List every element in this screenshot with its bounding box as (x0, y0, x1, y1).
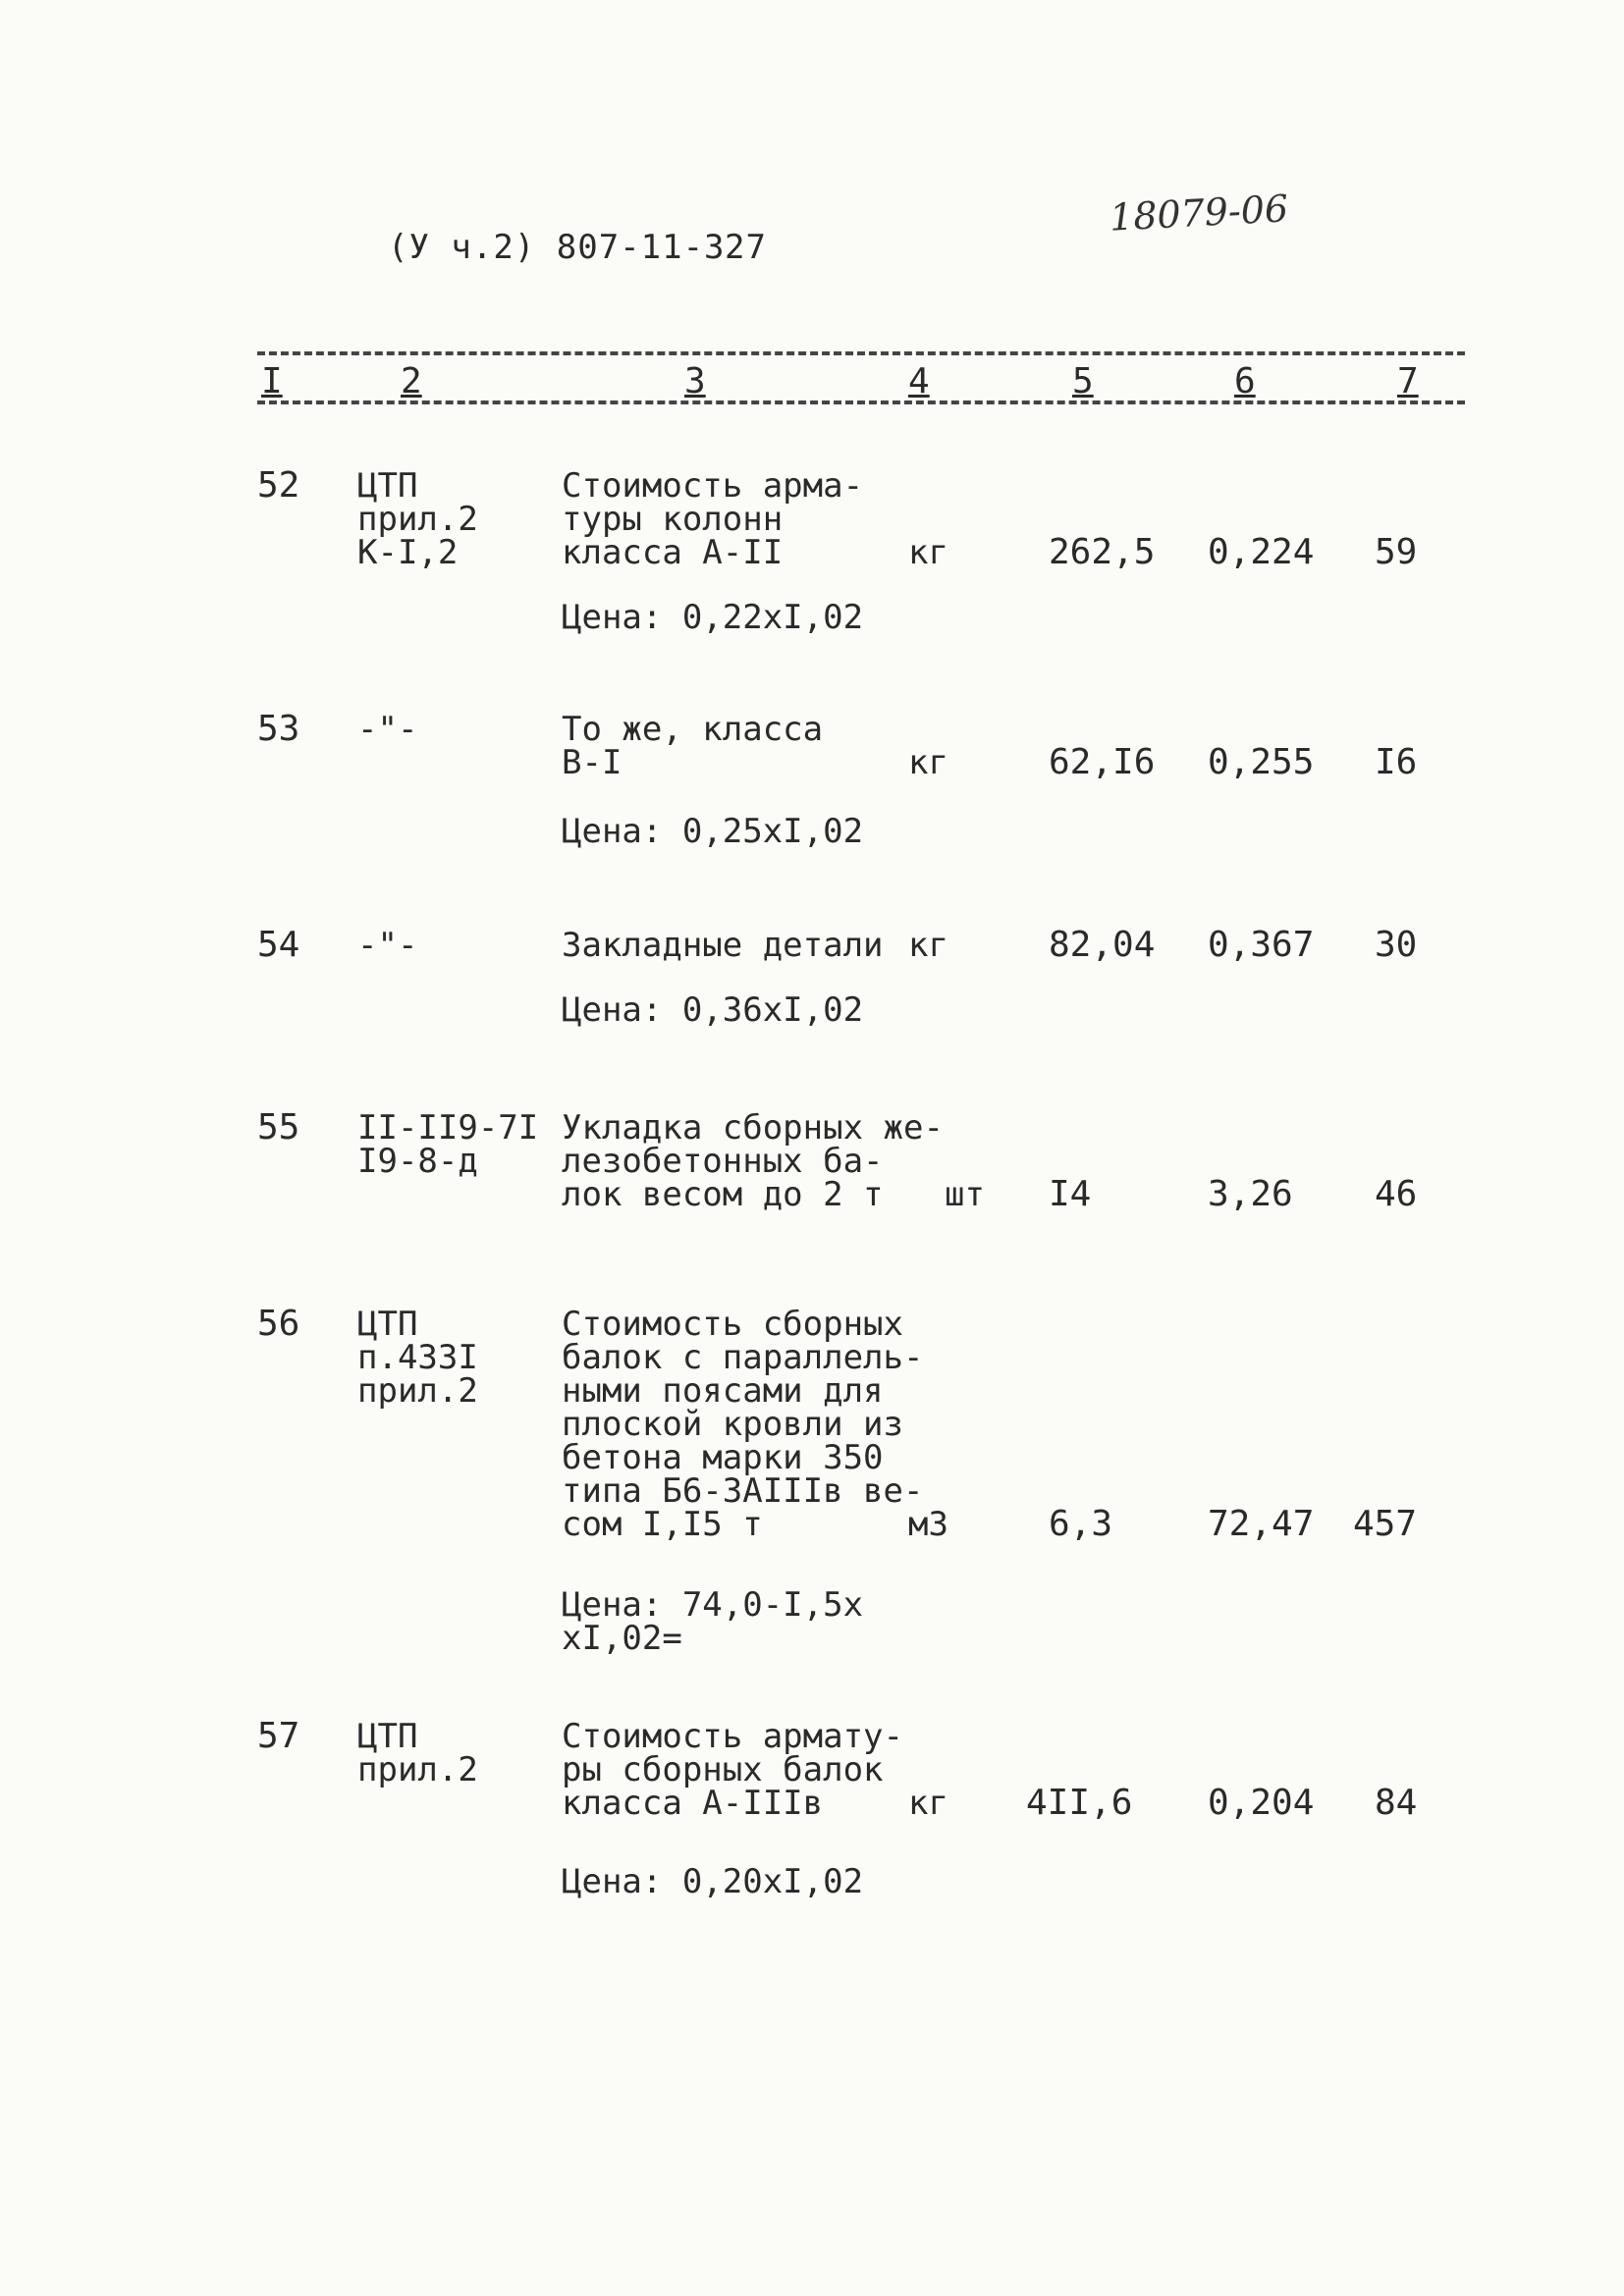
basis-line: -"- (357, 926, 418, 965)
unit-price-cell: 0,255 (1208, 742, 1315, 782)
unit-price-cell: 3,26 (1208, 1174, 1293, 1214)
description-line: бетона марки 350 (562, 1438, 884, 1477)
price-note-line: Цена: 0,20хI,02 (562, 1862, 864, 1901)
document-series: (У ч.2) 807-11-3 (388, 228, 726, 267)
basis-line: прил.2 (357, 500, 478, 539)
description-line: сом I,I5 т (562, 1505, 763, 1544)
total-cell: 84 (1375, 1783, 1418, 1823)
unit-price-cell: 72,47 (1208, 1504, 1315, 1544)
price-note-line: хI,02= (562, 1619, 682, 1658)
description-line: То же, класса (562, 710, 824, 749)
quantity-cell: 62,I6 (1049, 742, 1156, 782)
column-number-4: 4 (908, 361, 930, 401)
header-bottom-rule (257, 400, 1465, 404)
basis-line: К-I,2 (357, 533, 459, 572)
basis-line: ЦТП (357, 1717, 418, 1756)
unit-price-cell: 0,367 (1208, 925, 1315, 965)
description-line: туры колонн (562, 500, 784, 539)
column-number-2: 2 (401, 361, 422, 401)
description-line: Стоимость арма- (562, 466, 864, 506)
handwritten-number: 18079-06 (1108, 187, 1290, 240)
basis-line: I9-8-д (357, 1142, 478, 1181)
basis-line: п.433I (357, 1338, 478, 1377)
column-number-3: 3 (684, 361, 706, 401)
column-number-7: 7 (1397, 361, 1419, 401)
unit-cell: кг (908, 1784, 948, 1823)
row-number: 54 (257, 925, 300, 965)
description-line: Закладные детали (562, 926, 884, 965)
price-note-line: Цена: 0,36хI,02 (562, 990, 864, 1030)
description-line: ными поясами для (562, 1371, 884, 1411)
total-cell: I6 (1375, 742, 1418, 782)
row-number: 55 (257, 1107, 300, 1148)
quantity-cell: 262,5 (1049, 532, 1156, 572)
row-number: 57 (257, 1716, 300, 1756)
description-line: плоской кровли из (562, 1405, 903, 1444)
column-number-1: I (261, 361, 283, 401)
unit-cell: м3 (908, 1505, 948, 1544)
unit-cell: кг (908, 743, 948, 782)
description-line: В-I (562, 743, 623, 782)
basis-line: прил.2 (357, 1371, 478, 1411)
description-line: класса А-IIIв (562, 1784, 824, 1823)
unit-price-cell: 0,204 (1208, 1783, 1315, 1823)
quantity-cell: 6,3 (1049, 1504, 1113, 1544)
column-number-6: 6 (1234, 361, 1256, 401)
description-line: лезобетонных ба- (562, 1142, 884, 1181)
row-number: 53 (257, 709, 300, 749)
description-line: Стоимость армату- (562, 1717, 903, 1756)
total-cell: 46 (1375, 1174, 1418, 1214)
description-line: лок весом до 2 т (562, 1175, 884, 1214)
description-line: Стоимость сборных (562, 1305, 903, 1344)
basis-line: прил.2 (357, 1750, 478, 1789)
description-line: класса А-II (562, 533, 784, 572)
header-top-rule (257, 351, 1465, 355)
column-number-5: 5 (1072, 361, 1094, 401)
description-line: балок с параллель- (562, 1338, 924, 1377)
total-cell: 59 (1375, 532, 1418, 572)
basis-line: II-II9-7I (357, 1108, 539, 1148)
quantity-cell: 82,04 (1049, 925, 1156, 965)
row-number: 52 (257, 465, 300, 506)
basis-line: ЦТП (357, 466, 418, 506)
description-line: Укладка сборных же- (562, 1108, 944, 1148)
unit-cell: шт (945, 1175, 985, 1214)
price-note-line: Цена: 74,0-I,5х (562, 1585, 864, 1625)
row-number: 56 (257, 1304, 300, 1344)
total-cell: 30 (1375, 925, 1418, 965)
unit-price-cell: 0,224 (1208, 532, 1315, 572)
unit-cell: кг (908, 926, 948, 965)
description-line: типа Б6-3АIIIв ве- (562, 1471, 924, 1511)
basis-line: -"- (357, 710, 418, 749)
quantity-cell: I4 (1049, 1174, 1092, 1214)
total-cell: 457 (1353, 1504, 1418, 1544)
basis-line: ЦТП (357, 1305, 418, 1344)
description-line: ры сборных балок (562, 1750, 884, 1789)
page-number: 27 (725, 228, 767, 267)
price-note-line: Цена: 0,22хI,02 (562, 598, 864, 637)
unit-cell: кг (908, 533, 948, 572)
price-note-line: Цена: 0,25хI,02 (562, 812, 864, 851)
quantity-cell: 4II,6 (1026, 1783, 1133, 1823)
